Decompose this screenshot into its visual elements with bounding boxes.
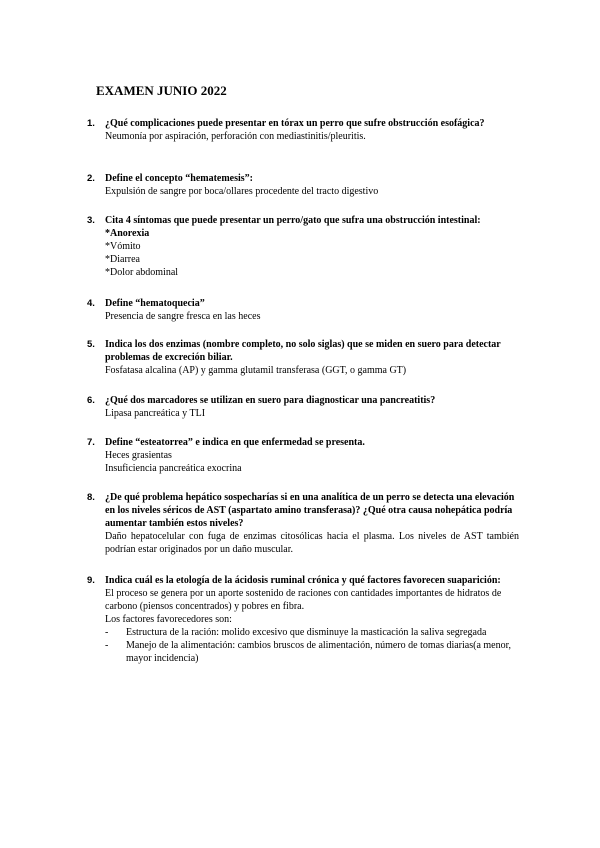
question-number: 5.	[87, 339, 95, 350]
answer-text: Neumonía por aspiración, perforación con mediastinitis/pleuritis.	[105, 131, 366, 142]
answer-text: El proceso se genera por un aporte sostenido de raciones con cantidades importantes de hidratos de carbono (piensos concentrados) y pobres en fibra.	[105, 588, 502, 612]
question-text: ¿Qué dos marcadores se utilizan en suero para diagnosticar una pancreatitis?	[105, 395, 436, 406]
answer-text: Presencia de sangre fresca en las heces	[105, 311, 261, 322]
bullet-item	[105, 626, 519, 639]
answer-line: Insuficiencia pancreática exocrina	[105, 463, 242, 474]
question-text: Indica los dos enzimas (nombre completo, no solo siglas) que se miden en suero para detectar problemas de excreción biliar.	[105, 339, 501, 363]
question-3	[87, 214, 537, 279]
question-number: 3.	[87, 215, 95, 226]
question-text: Indica cuál es la etología de la ácidosis ruminal crónica y qué factores favorecen suaparición:	[105, 575, 501, 586]
symptom-item: *Diarrea	[105, 254, 140, 265]
bullet-text: Manejo de la alimentación: cambios bruscos de alimentación, número de tomas diarias(a menor, mayor incidencia)	[126, 640, 512, 664]
question-text: ¿De qué problema hepático sospecharías si en una analítica de un perro se detecta una elevación en los niveles séricos de AST (aspartato amino transferasa)? ¿Qué otra causa nohepática podría aumentar también estos niveles?	[105, 492, 515, 529]
symptom-item: *Dolor abdominal	[105, 267, 179, 278]
question-1	[87, 117, 527, 143]
dash-marker: -	[105, 640, 109, 651]
question-number: 7.	[87, 437, 95, 448]
answer-text: Daño hepatocelular con fuga de enzimas citosólicas hacia el plasma. Los niveles de AST también podrían estar originados por un daño muscular.	[105, 531, 519, 555]
question-9	[87, 574, 519, 665]
bullet-text: Estructura de la ración: molido excesivo que disminuye la masticación la saliva segregada	[126, 627, 487, 638]
question-4	[87, 297, 527, 323]
question-text: Define “hematoquecia”	[105, 298, 205, 309]
question-7	[87, 436, 527, 475]
question-text: ¿Qué complicaciones puede presentar en tórax un perro que sufre obstrucción esofágica?	[105, 118, 485, 129]
question-text: Cita 4 síntomas que puede presentar un perro/gato que sufra una obstrucción intestinal:	[105, 215, 481, 226]
dash-marker: -	[105, 627, 109, 638]
page-title: EXAMEN JUNIO 2022	[96, 83, 227, 98]
question-2	[87, 172, 527, 198]
bullet-item	[105, 639, 519, 665]
symptom-item: *Anorexia	[105, 228, 150, 239]
answer-text: Expulsión de sangre por boca/ollares procedente del tracto digestivo	[105, 186, 379, 197]
answer-text: Los factores favorecedores son:	[105, 614, 232, 625]
answer-line: Heces grasientas	[105, 450, 172, 461]
question-number: 1.	[87, 118, 95, 129]
question-number: 8.	[87, 492, 95, 503]
question-number: 6.	[87, 395, 95, 406]
answer-text: Fosfatasa alcalina (AP) y gamma glutamil transferasa (GGT, o gamma GT)	[105, 365, 407, 376]
question-6	[87, 394, 527, 420]
symptom-item: *Vómito	[105, 241, 141, 252]
answer-text: Lipasa pancreática y TLI	[105, 408, 206, 419]
question-5	[87, 338, 519, 377]
question-number: 9.	[87, 575, 95, 586]
question-text: Define el concepto “hematemesis”:	[105, 173, 254, 184]
question-8	[87, 491, 519, 556]
question-number: 2.	[87, 173, 95, 184]
question-text: Define “esteatorrea” e indica en que enfermedad se presenta.	[105, 437, 365, 448]
question-number: 4.	[87, 298, 95, 309]
